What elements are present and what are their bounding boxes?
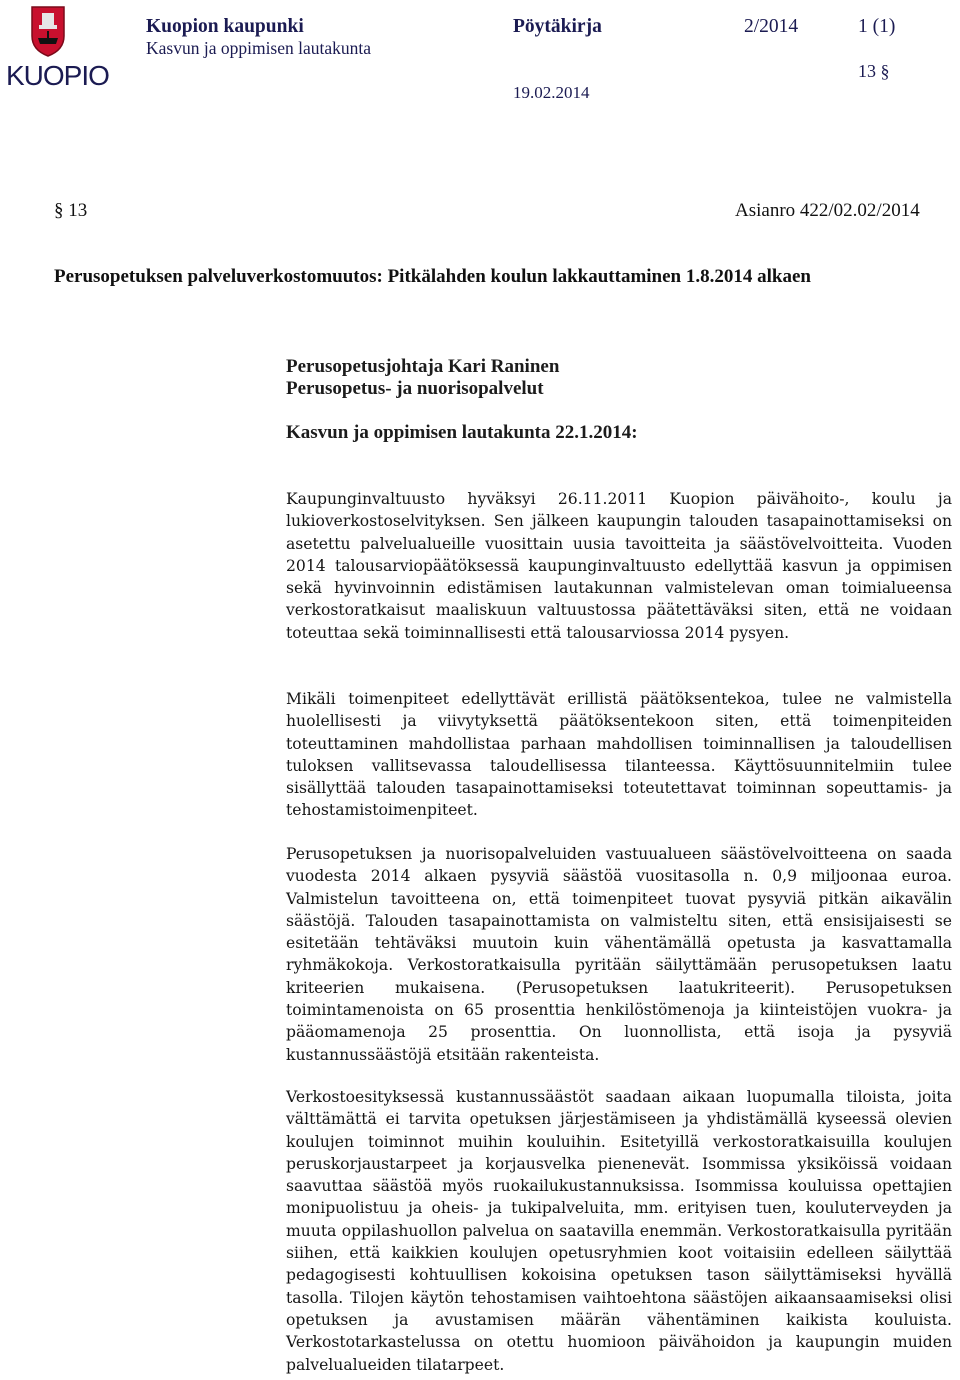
page-number: 1 (1) xyxy=(858,16,896,37)
meeting-date: 19.02.2014 xyxy=(513,83,590,102)
meeting-heading: Kasvun ja oppimisen lautakunta 22.1.2014: xyxy=(286,422,638,443)
paragraph-4: Verkostoesityksessä kustannussäästöt saadaan aikaan luopumalla tiloista, joita välttämättä ei tarvita opetuksen järjestämiseen ja yhdistämällä kyseessä olevien koulujen toiminnot muihin kouluihin. Esitetyillä verkostoratkaisuilla koulujen peruskorjaustarpeet ja korjausvelka pienenevät. Isommissa yksiköissä voidaan saavuttaa säästöä myös ruokailukustannuksissa. Isommissa kouluissa opettajien monipuolistuu ja oheis- ja tukipalveluita, mm. erityisen tuen, kouluterveyden ja muuta oppilashuollon palvelua on saatavilla enemmän. Verkostoratkaisulla pyritään siihen, että kaikkien koulujen opetusryhmien koot voitaisiin edelleen säilyttää pedagogisesti kohtuullisen kokoisina opetuksen tason säilyttämiseksi hyvällä tasolla. Tilojen käytön tehostamisen vaihtoehtona säästöjen aikaansaamiseksi olisi opetuksen ja avustamisen määrän vähentäminen kaikista kouluista. Verkostotarkastelussa on otettu huomioon päivähoidon ja kaupungin muiden palvelualueiden tilatarpeet. xyxy=(286,1088,952,1374)
item-section: § 13 xyxy=(54,200,88,221)
case-number: Asianro 422/02.02/2014 xyxy=(735,200,920,221)
logo-text: KUOPIO xyxy=(6,60,109,91)
department: Perusopetus- ja nuorisopalvelut xyxy=(286,378,544,399)
paragraph-1: Kaupunginvaltuusto hyväksyi 26.11.2011 Kuopion päivähoito-, koulu ja lukioverkostoselvityksen. Sen jälkeen kaupungin talouden tasapainottamiseksi on asetettu palvelualueille vuosittain uusia tavoitteita ja säästövelvoitteita. Vuoden 2014 talousarviopäätöksessä kaupunginvaltuusto edellyttää kasvun ja oppimisen sekä hyvinvoinnin edistämisen lautakunnan valmistelevan oman toimialueensa verkostoratkaisut maaliskuun valtuustossa päätettäväksi siten, että ne voidaan toteuttaa sekä toiminnallisesti että talousarviossa 2014 pysyen. xyxy=(286,490,952,642)
paragraph-3: Perusopetuksen ja nuorisopalveluiden vastuualueen säästövelvoitteena on saada vuodesta 2014 alkaen pysyviä säästöä vuositasolla n. 0,9 miljoonaa euroa. Valmistelun tavoitteena on, että toimenpiteet tuovat pysyviä pitkän aikavälin säästöjä. Talouden tasapainottamista on valmisteltu siten, että ensisijaisesti se esitetään tehtäväksi muutoin kuin vähentämällä opetusta ja kasvattamalla ryhmäkokoja. Verkostoratkaisulla pyritään säilyttämään perusopetuksen laatu kriteerien mukaisena. (Perusopetuksen laatukriteerit). Perusopetuksen toimintamenoista on 65 prosenttia henkilöstömenoja ja kiinteistöjen vuokra- ja pääomamenoja 25 prosenttia. On luonnollista, että isoja ja pysyviä kustannussäästöjä etsitään rakenteista. xyxy=(286,845,952,1064)
kuopio-logo xyxy=(4,4,109,92)
item-title: Perusopetuksen palveluverkostomuutos: Pitkälahden koulun lakkauttaminen 1.8.2014 alkaen xyxy=(54,266,811,287)
organization-name: Kuopion kaupunki xyxy=(146,16,304,37)
paragraph-2: Mikäli toimenpiteet edellyttävät erillistä päätöksentekoa, tulee ne valmistella huolellisesti ja viivytyksettä päätöksentekoon siten, että toimenpiteiden toteuttaminen mahdollistaa parhaan mahdollisen toiminnallisen ja taloudellisen tuloksen vallitsevassa taloudellisessa tilanteessa. Käyttösuunnitelmiin tulee sisällyttää talouden tasapainottamiseksi toteutettavat toiminnan sopeuttamis- ja tehostamistoimenpiteet. xyxy=(286,690,952,820)
preparer: Perusopetusjohtaja Kari Raninen xyxy=(286,356,560,377)
preparer-block xyxy=(286,356,559,400)
board-name: Kasvun ja oppimisen lautakunta xyxy=(146,38,372,58)
document-type: Pöytäkirja xyxy=(513,16,602,37)
header-section: 13 § xyxy=(858,61,890,81)
document-number: 2/2014 xyxy=(744,16,799,37)
